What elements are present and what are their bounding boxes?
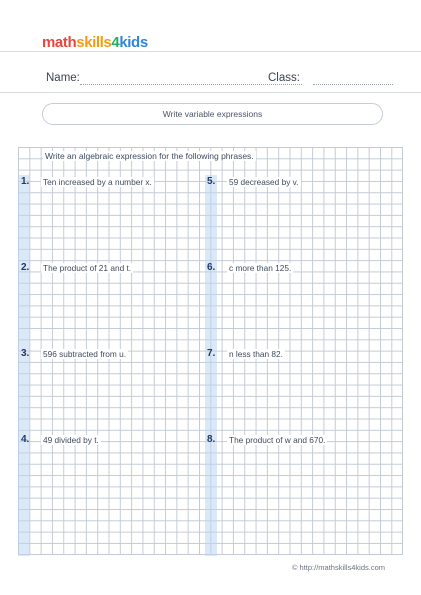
logo-part-kids: kids — [119, 34, 148, 51]
logo-part-math: math — [42, 34, 77, 51]
question-text: c more than 125. — [229, 263, 292, 273]
question-number: 1. — [21, 176, 30, 187]
question-text: The product of 21 and t. — [43, 263, 132, 273]
question-number: 4. — [21, 434, 30, 445]
question-number: 8. — [207, 434, 216, 445]
question-number: 7. — [207, 348, 216, 359]
logo-part-skills: skills — [76, 34, 112, 51]
class-label: Class: — [268, 72, 300, 84]
instruction-text: Write an algebraic expression for the following phrases. — [45, 151, 254, 161]
site-logo — [42, 34, 148, 51]
worksheet-title: Write variable expressions — [42, 103, 383, 125]
question-text: 596 subtracted from u. — [43, 349, 127, 359]
question-text: 59 decreased by v. — [229, 177, 299, 187]
middle-margin-strip — [205, 175, 217, 556]
logo-part-4: 4 — [111, 34, 120, 51]
question-number: 6. — [207, 262, 216, 273]
question-text: Ten increased by a number x. — [43, 177, 152, 187]
question-number: 5. — [207, 176, 216, 187]
name-field[interactable] — [80, 84, 302, 85]
header-divider — [0, 51, 421, 52]
question-text: n less than 82. — [229, 349, 283, 359]
name-label: Name: — [46, 72, 80, 84]
question-number: 3. — [21, 348, 30, 359]
question-text: 49 divided by t. — [43, 435, 99, 445]
copyright-footer: © http://mathskills4kids.com — [291, 563, 385, 572]
name-row-divider — [0, 92, 421, 93]
class-field[interactable] — [313, 84, 393, 85]
left-margin-strip — [18, 175, 30, 556]
name-class-row — [46, 72, 385, 90]
question-text: The product of w and 670. — [229, 435, 326, 445]
question-number: 2. — [21, 262, 30, 273]
